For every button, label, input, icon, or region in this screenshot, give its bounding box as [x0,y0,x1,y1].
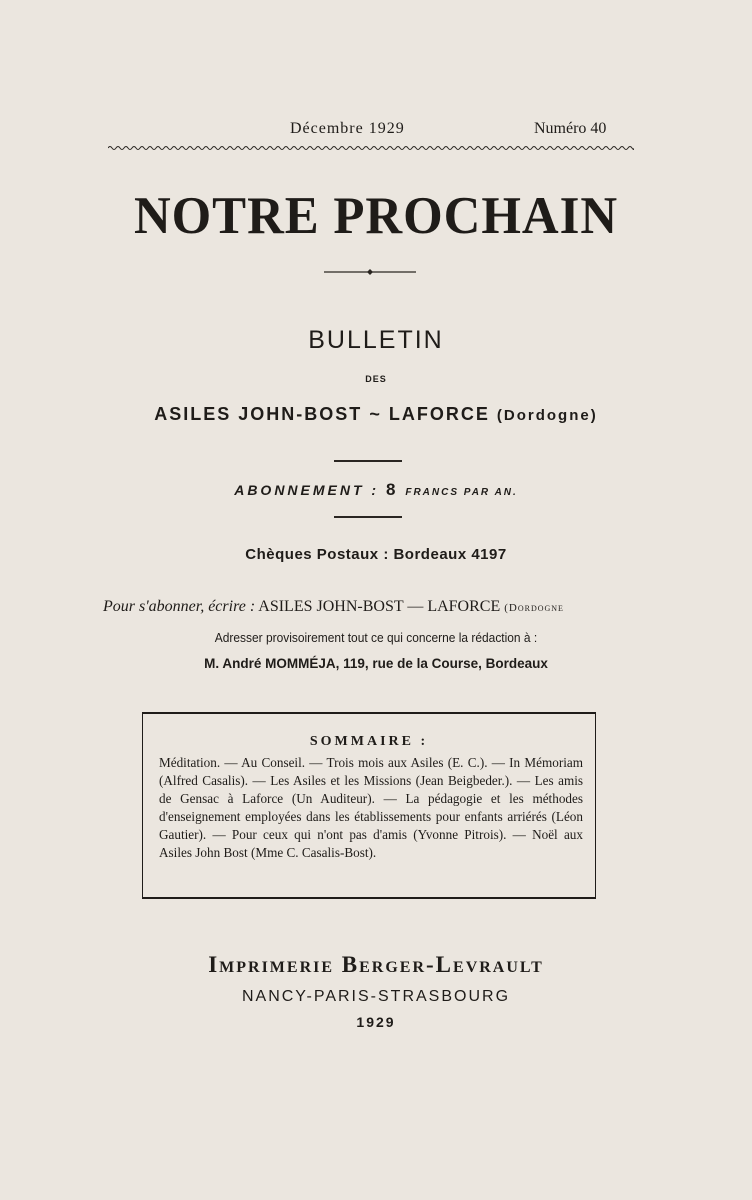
sommaire-title: SOMMAIRE : [309,734,429,749]
editor-address: M. André MOMMÉJA, 119, rue de la Course, Bordeaux [204,656,548,671]
institution-line [0,404,752,425]
printer-cities: NANCY-PARIS-STRASBOURG [241,988,511,1005]
printer-year: 1929 [356,1014,396,1030]
postal-cheques: Chèques Postaux : Bordeaux 4197 [245,546,507,563]
divider [334,516,402,518]
subscribe-address: ASILES JOHN-BOST — LAFORCE [258,598,501,615]
printer-name: Imprimerie Berger-Levrault [208,952,544,977]
wavy-rule [108,144,634,152]
subscription-line [0,480,752,500]
page-title: NOTRE PROCHAIN [133,187,619,245]
institution-region: (Dordogne) [496,407,598,424]
sommaire-text: Méditation. — Au Conseil. — Trois mois aux Asiles (E. C.). — In Mémoriam (Alfred Casalis). — Les Asiles et les Missions (Jean Beigbeder.). — Les amis de Gensac à Laforce (Un Auditeur). — La pédagogie et les méthodes d'enseignement employées dans les établissements pour enfants arriérés (Léon Gautier). — Pour ceux qui n'ont pas d'amis (Yvonne Pitrois). — Noël aux Asiles John Bost (Mme C. Casalis-Bost). [159,755,583,860]
institution-separator: ~ [369,404,382,424]
subscription-amount: 8 [385,480,399,499]
subscribe-region: (Dordogne [504,602,564,614]
subscribe-line [103,598,564,616]
issue-date: Décembre 1929 [290,120,405,137]
divider [334,460,402,462]
sommaire-box [142,712,596,899]
subscribe-lead: Pour s'abonner, écrire : [103,598,256,615]
issue-number: Numéro 40 [534,120,607,137]
institution-name: ASILES JOHN-BOST [154,404,363,424]
des-label: DES [365,374,387,384]
institution-place: LAFORCE [388,404,490,424]
editorial-note: Adresser provisoirement tout ce qui concerne la rédaction à : [214,630,538,645]
subscription-label: ABONNEMENT : [234,482,380,498]
subtitle: BULLETIN [308,326,444,354]
subscription-unit: FRANCS PAR AN. [405,487,518,498]
title-ornament-rule [324,268,416,276]
